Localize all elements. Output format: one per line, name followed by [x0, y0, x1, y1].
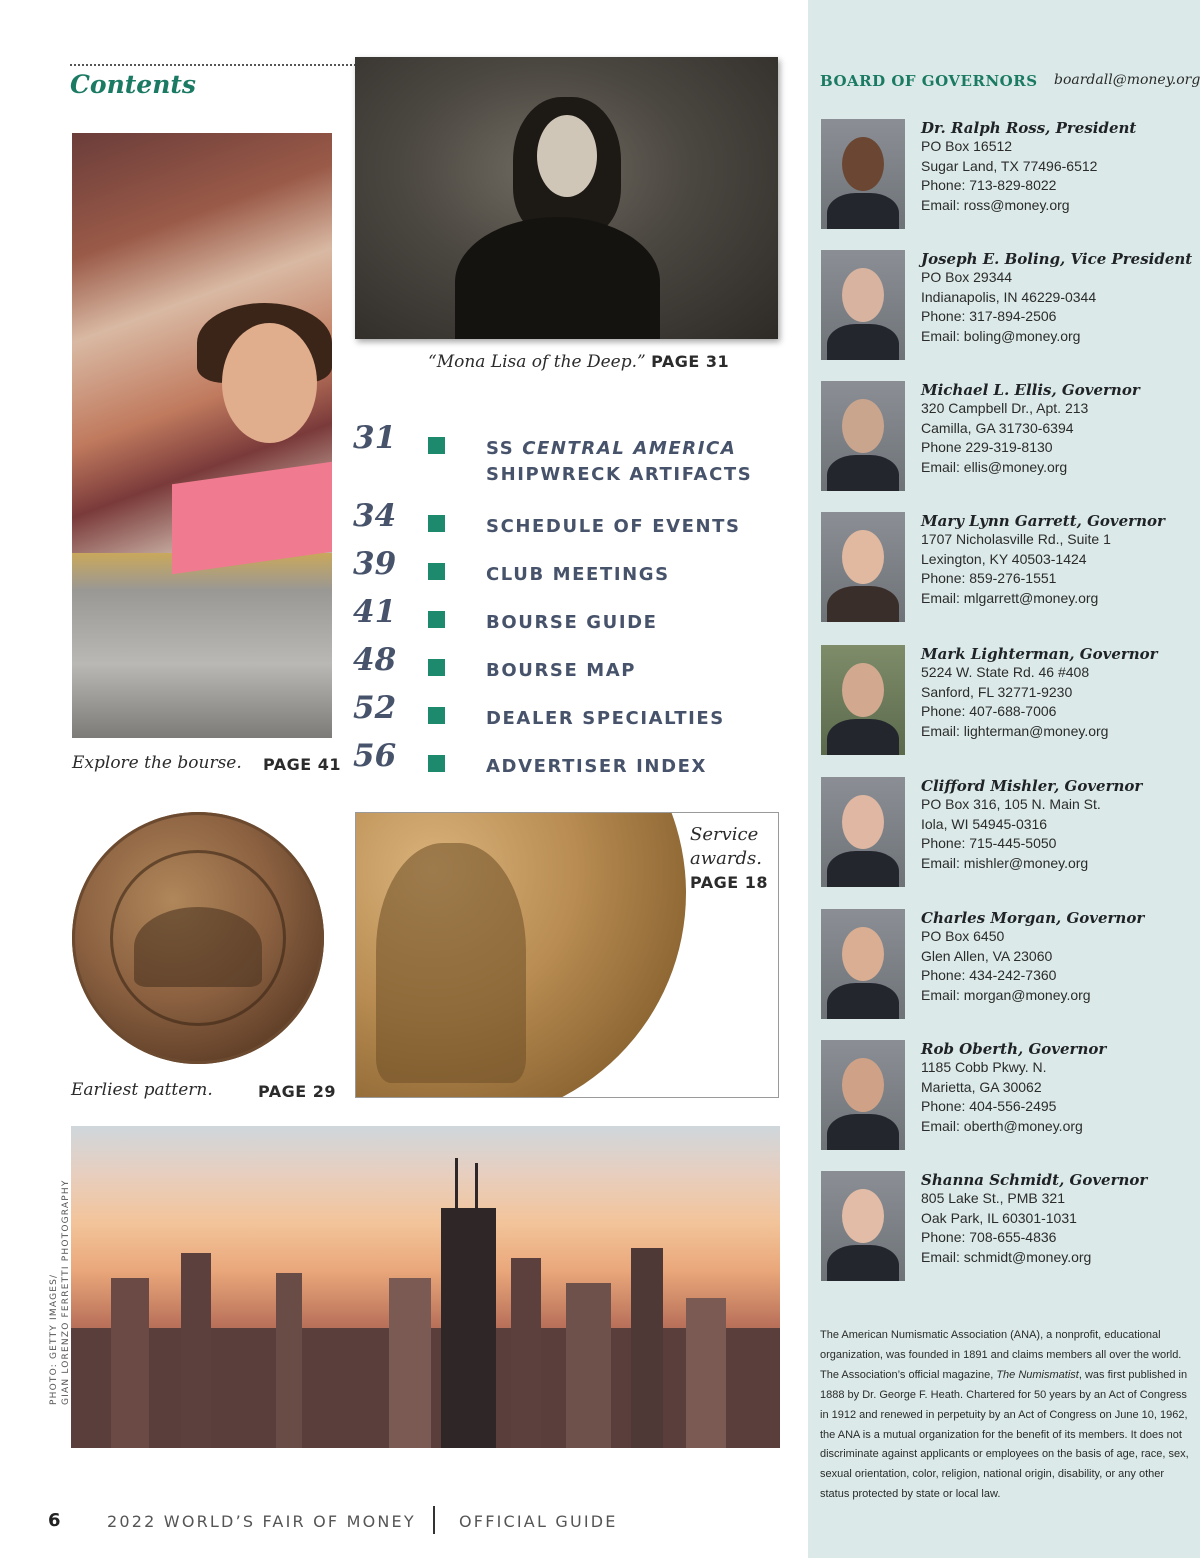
governor-phone: Phone: 434-242-7360 — [921, 967, 1057, 983]
governor-info — [921, 512, 1191, 608]
governor-email[interactable]: Email: lighterman@money.org — [921, 722, 1109, 739]
toc-bullet-icon — [428, 659, 445, 676]
toc-label: CLUB MEETINGS — [486, 564, 670, 585]
governor-name: Charles Morgan, Governor — [921, 909, 1145, 927]
photo-face — [842, 530, 884, 584]
photo-credit-line2: GIAN LORENZO FERRETTI PHOTOGRAPHY — [61, 1179, 71, 1405]
building — [111, 1278, 149, 1448]
governor-name: Dr. Ralph Ross, President — [921, 119, 1137, 137]
governor-address-2: Lexington, KY 40503-1424 — [921, 550, 1087, 567]
governor-name: Mary Lynn Garrett, Governor — [921, 512, 1165, 530]
governor-phone: Phone: 404-556-2495 — [921, 1098, 1057, 1114]
building — [511, 1258, 541, 1448]
governor-address-2: Indianapolis, IN 46229-0344 — [921, 288, 1097, 305]
governor-email[interactable]: Email: ross@money.org — [921, 196, 1070, 213]
governor-email[interactable]: Email: mishler@money.org — [921, 854, 1089, 871]
governor-photo — [821, 777, 905, 887]
building — [276, 1273, 302, 1448]
governor-email[interactable]: Email: ellis@money.org — [921, 458, 1068, 475]
governor-card — [821, 250, 1191, 370]
governor-card — [821, 1040, 1191, 1160]
page-title: Contents — [70, 70, 197, 99]
board-email[interactable]: boardall@money.org — [1054, 72, 1200, 88]
governor-photo — [821, 119, 905, 229]
governor-photo — [821, 1040, 905, 1150]
display-case — [72, 553, 332, 738]
photo-body — [827, 1114, 899, 1150]
governor-email[interactable]: Email: mlgarrett@money.org — [921, 589, 1099, 606]
building — [181, 1253, 211, 1448]
photo-face — [842, 268, 884, 322]
governor-address-2: Camilla, GA 31730-6394 — [921, 419, 1074, 436]
ana-description-part2: , was first published in 1888 by Dr. George F. Heath. Chartered for 50 years by an Act of Congress in 1912 and renewed in perpetuity by an Act of Congress on June 10, 1962, the ANA is a mutual organization for the benefit of its members. It does not discriminate against applicants or employees on the basis of age, race, sex, sexual orientation, color, religion, national origin, disability, or any other status protected by state or local law. — [820, 1368, 1189, 1501]
service-award-panel — [355, 812, 779, 1098]
toc-page-number: 56 — [353, 738, 397, 774]
governor-photo — [821, 250, 905, 360]
toc-label: BOURSE MAP — [486, 660, 637, 681]
toc-page-number: 39 — [353, 546, 397, 582]
toc-page-number: 31 — [353, 420, 397, 456]
governor-info — [921, 119, 1191, 215]
toc-page-number: 48 — [353, 642, 397, 678]
footer-event-title: 2022 WORLD’S FAIR OF MONEY — [107, 1512, 416, 1531]
governor-card — [821, 909, 1191, 1029]
building — [631, 1248, 663, 1448]
photo-face — [842, 663, 884, 717]
governor-info — [921, 1171, 1191, 1267]
board-title: BOARD OF GOVERNORS — [820, 72, 1038, 90]
governor-address-1: PO Box 29344 — [921, 269, 1013, 285]
toc-bullet-icon — [428, 437, 445, 454]
toc-label: ADVERTISER INDEX — [486, 756, 707, 777]
toc-page-number: 41 — [353, 594, 397, 630]
governor-phone: Phone: 715-445-5050 — [921, 835, 1057, 851]
portrait-dress — [455, 217, 660, 339]
photo-body — [827, 983, 899, 1019]
dotted-rule — [70, 64, 356, 66]
chicago-skyline-photo — [71, 1126, 780, 1448]
governor-address-2: Sanford, FL 32771-9230 — [921, 683, 1073, 700]
governor-card — [821, 119, 1191, 239]
mona-lisa-caption — [428, 352, 729, 372]
medal-caption-line2: awards. — [690, 848, 762, 869]
toc-bullet-icon — [428, 755, 445, 772]
footer-guide-title: OFFICIAL GUIDE — [459, 1512, 618, 1531]
medal-caption — [690, 823, 762, 871]
governor-phone: Phone: 407-688-7006 — [921, 703, 1057, 719]
toc-label-line2: SHIPWRECK ARTIFACTS — [486, 464, 753, 485]
governor-info — [921, 909, 1191, 1005]
photo-body — [827, 1245, 899, 1281]
toc-bullet-icon — [428, 707, 445, 724]
governor-info — [921, 250, 1191, 346]
coin-caption: Earliest pattern. — [71, 1080, 213, 1100]
governor-name: Joseph E. Boling, Vice President — [921, 250, 1193, 268]
governor-email[interactable]: Email: schmidt@money.org — [921, 1248, 1092, 1265]
bourse-caption: Explore the bourse. — [72, 753, 242, 773]
governor-phone: Phone 229-319-8130 — [921, 439, 1053, 455]
governor-email[interactable]: Email: morgan@money.org — [921, 986, 1091, 1003]
governor-info — [921, 1040, 1191, 1136]
governor-photo — [821, 645, 905, 755]
hancock-tower — [441, 1208, 496, 1448]
toc-label-italic: CENTRAL AMERICA — [522, 438, 737, 459]
photo-face — [842, 927, 884, 981]
governor-photo — [821, 381, 905, 491]
governor-email[interactable]: Email: oberth@money.org — [921, 1117, 1083, 1134]
photo-body — [827, 851, 899, 887]
photo-body — [827, 719, 899, 755]
governor-address-1: PO Box 16512 — [921, 138, 1013, 154]
child-face — [222, 323, 317, 443]
governor-card — [821, 1171, 1191, 1291]
governor-address-1: 5224 W. State Rd. 46 #408 — [921, 664, 1090, 680]
photo-face — [842, 795, 884, 849]
medal-caption-line1: Service — [690, 824, 759, 845]
pattern-coin-image — [72, 812, 324, 1064]
governor-address-2: Oak Park, IL 60301-1031 — [921, 1209, 1077, 1226]
governor-address-2: Glen Allen, VA 23060 — [921, 947, 1053, 964]
medal-page-ref: PAGE 18 — [690, 873, 769, 892]
governor-phone: Phone: 713-829-8022 — [921, 177, 1057, 193]
photo-face — [842, 399, 884, 453]
footer-divider — [433, 1506, 435, 1534]
toc-label: SCHEDULE OF EVENTS — [486, 516, 741, 537]
medal-figure — [376, 843, 526, 1083]
photo-face — [842, 1189, 884, 1243]
toc-bullet-icon — [428, 515, 445, 532]
governor-email[interactable]: Email: boling@money.org — [921, 327, 1081, 344]
governor-info — [921, 381, 1191, 477]
photo-face — [842, 137, 884, 191]
photo-body — [827, 455, 899, 491]
antenna — [455, 1158, 458, 1448]
photo-body — [827, 586, 899, 622]
governor-address-2: Marietta, GA 30062 — [921, 1078, 1042, 1095]
governor-address-2: Iola, WI 54945-0316 — [921, 815, 1048, 832]
governor-address-2: Sugar Land, TX 77496-6512 — [921, 157, 1098, 174]
photo-body — [827, 324, 899, 360]
governor-phone: Phone: 317-894-2506 — [921, 308, 1057, 324]
coin-page-ref: PAGE 29 — [258, 1082, 337, 1101]
governor-address-1: PO Box 6450 — [921, 928, 1005, 944]
governor-card — [821, 645, 1191, 765]
mona-lisa-page-ref: PAGE 31 — [651, 352, 730, 371]
governor-name: Mark Lighterman, Governor — [921, 645, 1158, 663]
governor-phone: Phone: 859-276-1551 — [921, 570, 1057, 586]
governor-info — [921, 777, 1191, 873]
toc-bullet-icon — [428, 611, 445, 628]
governor-photo — [821, 512, 905, 622]
ana-description-part1: The American Numismatic Association (ANA), a nonprofit, educational organization, was founded in 1891 and claims members all over the world. The Association’s official magazine, — [820, 1329, 1182, 1381]
governor-photo — [821, 1171, 905, 1281]
governor-name: Rob Oberth, Governor — [921, 1040, 1107, 1058]
governor-card — [821, 777, 1191, 897]
magazine-title: The Numismatist — [996, 1368, 1079, 1381]
building — [389, 1278, 431, 1448]
governor-address-1: 805 Lake St., PMB 321 — [921, 1190, 1065, 1206]
mona-lisa-caption-text: “Mona Lisa of the Deep.” — [428, 352, 646, 372]
toc-page-number: 34 — [353, 498, 397, 534]
toc-label: BOURSE GUIDE — [486, 612, 658, 633]
board-sidebar — [808, 0, 1200, 1558]
governor-address-1: 320 Campbell Dr., Apt. 213 — [921, 400, 1089, 416]
governor-photo — [821, 909, 905, 1019]
photo-credit-line1: PHOTO: GETTY IMAGES/ — [49, 1273, 59, 1405]
governor-name: Clifford Mishler, Governor — [921, 777, 1143, 795]
bourse-page-ref: PAGE 41 — [263, 755, 342, 774]
building — [686, 1298, 726, 1448]
ana-description — [820, 1326, 1190, 1505]
toc-bullet-icon — [428, 563, 445, 580]
toc-label-prefix: SS — [486, 438, 523, 459]
governor-address-1: PO Box 316, 105 N. Main St. — [921, 796, 1101, 812]
governor-card — [821, 381, 1191, 501]
governor-name: Michael L. Ellis, Governor — [921, 381, 1140, 399]
governor-address-1: 1707 Nicholasville Rd., Suite 1 — [921, 531, 1111, 547]
governor-address-1: 1185 Cobb Pkwy. N. — [921, 1059, 1047, 1075]
governor-phone: Phone: 708-655-4836 — [921, 1229, 1057, 1245]
toc-label — [486, 436, 752, 488]
portrait-face — [537, 115, 597, 197]
medal-image — [355, 812, 686, 1098]
governor-name: Shanna Schmidt, Governor — [921, 1171, 1148, 1189]
coin-sundial — [134, 907, 262, 987]
bourse-photo — [72, 133, 332, 738]
building — [566, 1283, 611, 1448]
photo-body — [827, 193, 899, 229]
page-number: 6 — [48, 1510, 61, 1531]
toc-label: DEALER SPECIALTIES — [486, 708, 725, 729]
toc-page-number: 52 — [353, 690, 397, 726]
photo-credit — [48, 1179, 72, 1405]
governor-info — [921, 645, 1191, 741]
antenna — [475, 1163, 478, 1448]
photo-face — [842, 1058, 884, 1112]
mona-lisa-photo — [355, 57, 778, 339]
governor-card — [821, 512, 1191, 632]
